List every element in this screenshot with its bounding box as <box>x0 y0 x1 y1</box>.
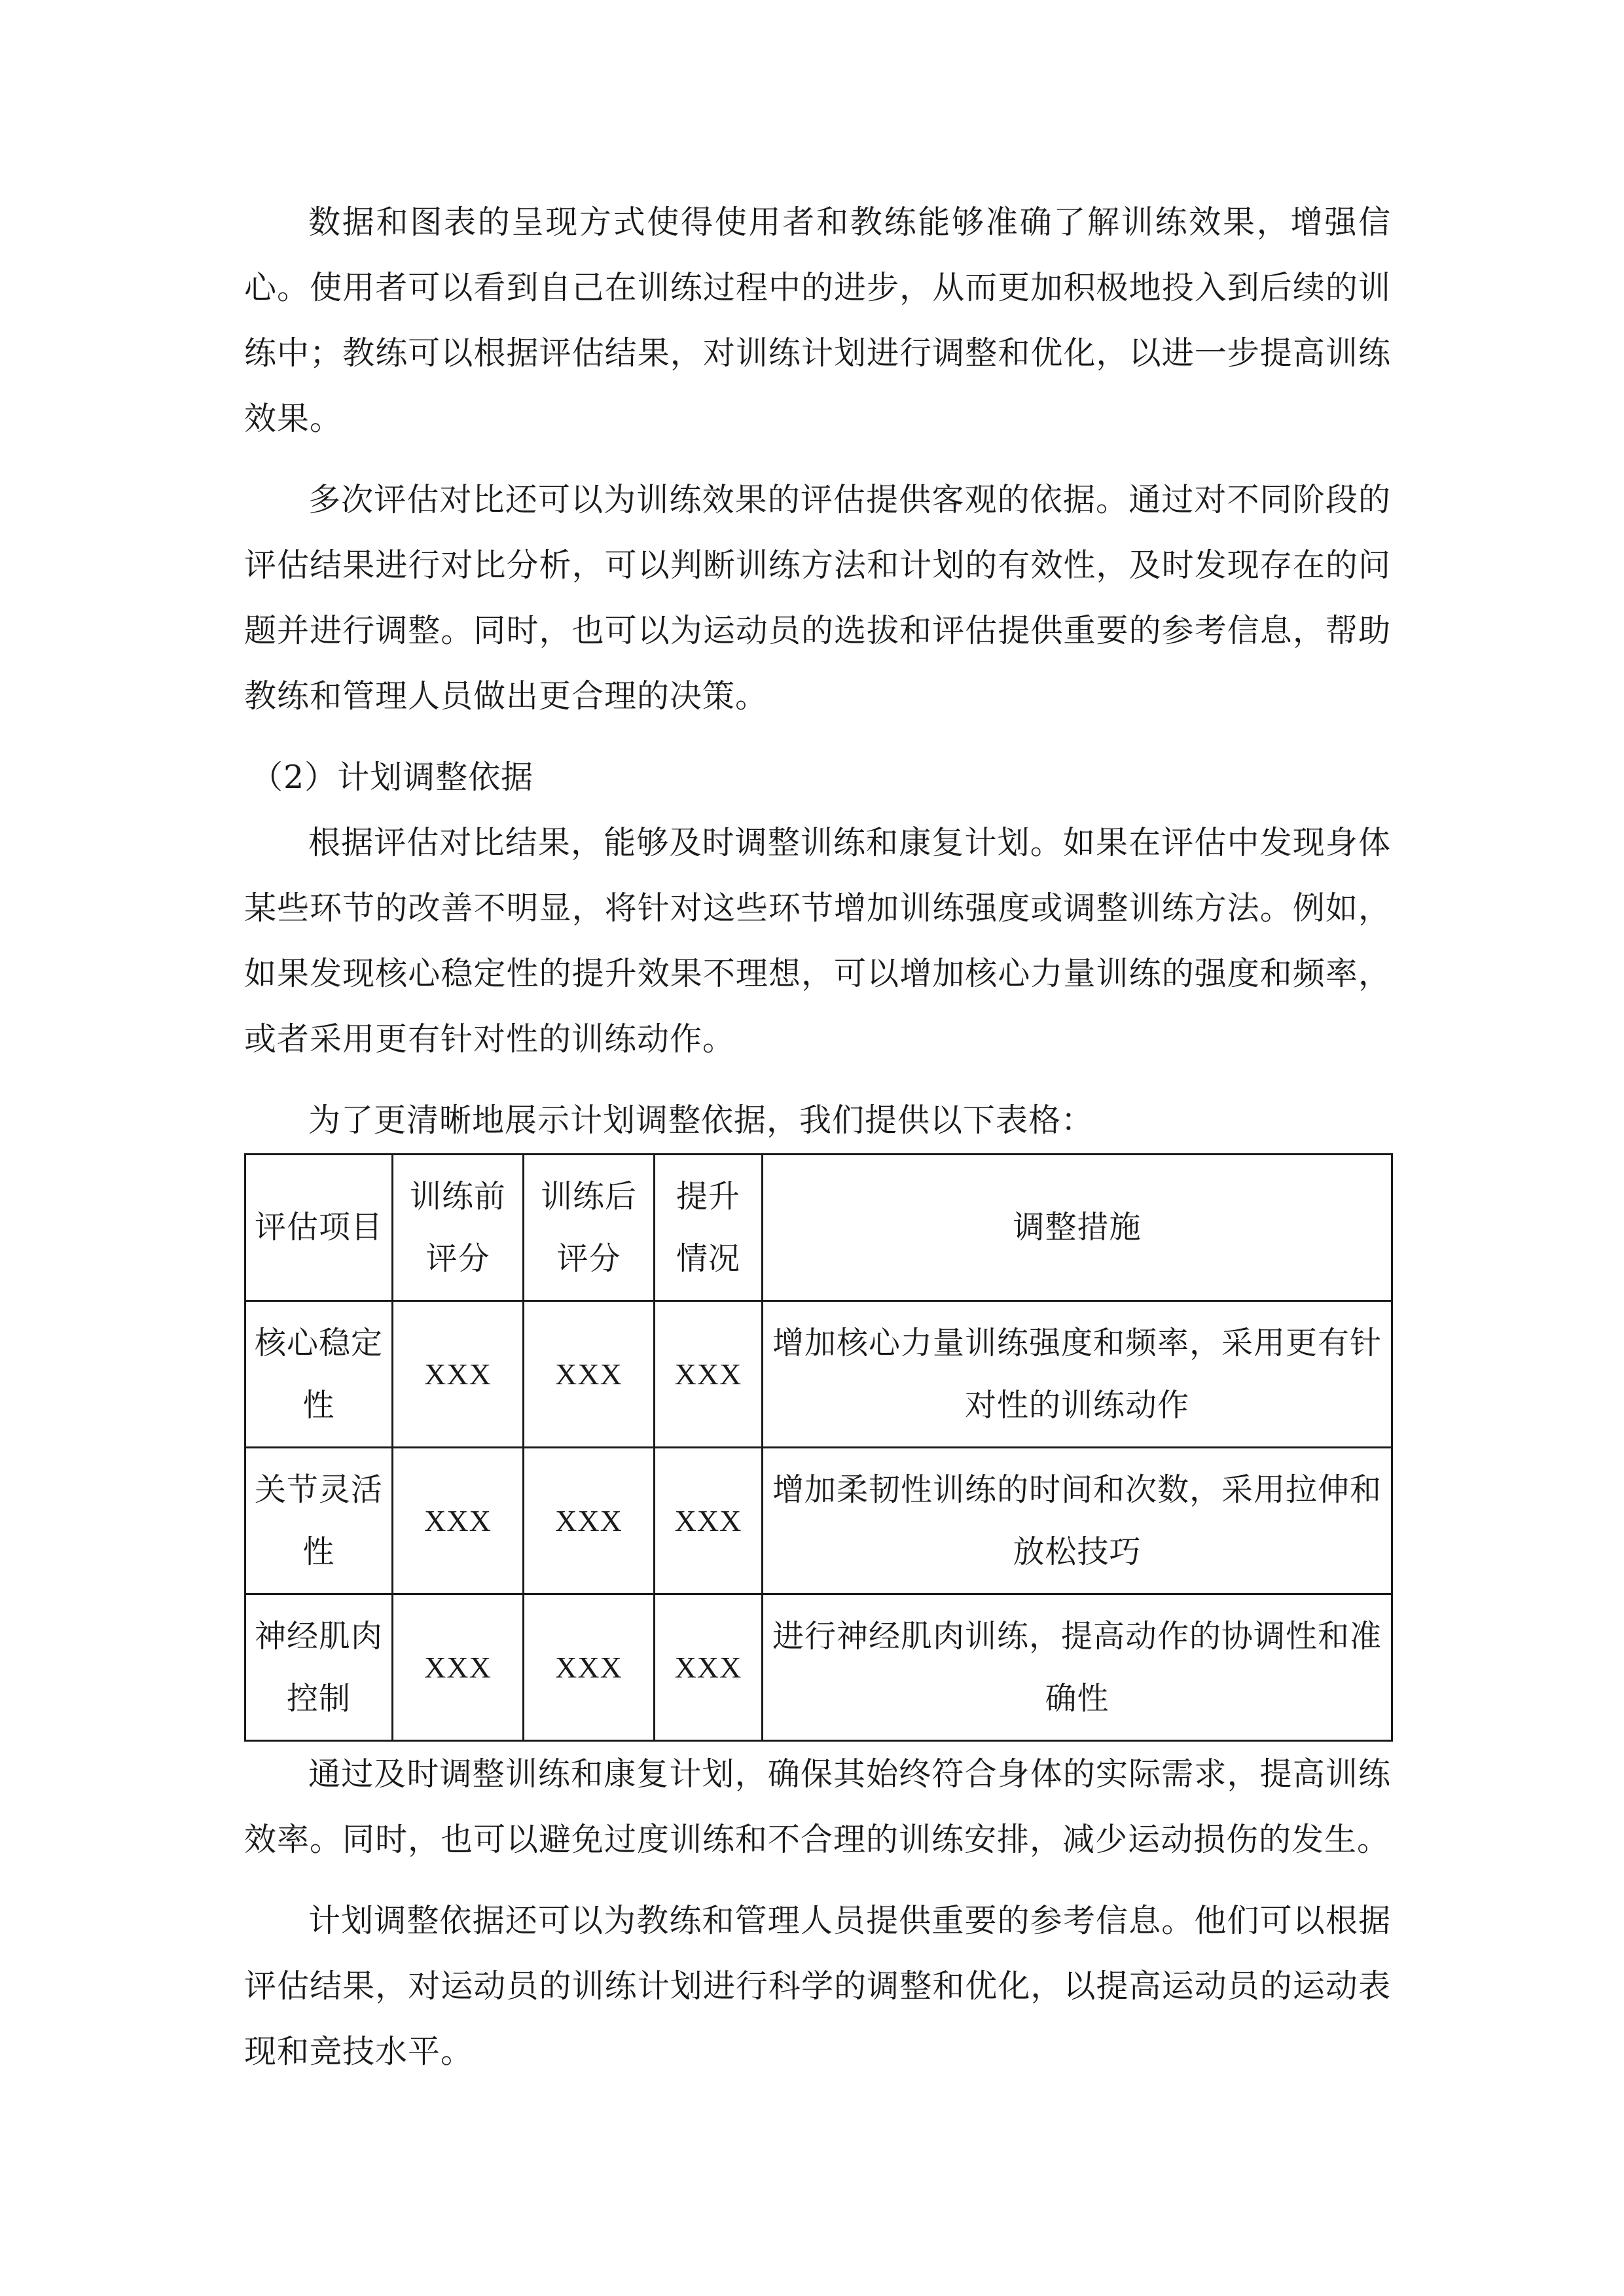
body-paragraph: 计划调整依据还可以为教练和管理人员提供重要的参考信息。他们可以根据评估结果，对运动员的训练计划进行科学的调整和优化，以提高运动员的运动表现和竞技水平。 <box>244 1902 1391 2070</box>
table-cell: 增加柔韧性训练的时间和次数，采用拉伸和放松技巧 <box>763 1448 1392 1594</box>
table-header-cell: 提升情况 <box>655 1155 763 1301</box>
table-cell: XXX <box>393 1594 524 1741</box>
body-paragraph: 数据和图表的呈现方式使得使用者和教练能够准确了解训练效果，增强信心。使用者可以看到自己在训练过程中的进步，从而更加积极地投入到后续的训练中；教练可以根据评估结果，对训练计划进行调整和优化，以进一步提高训练效果。 <box>244 204 1391 437</box>
table-header-cell: 训练前评分 <box>393 1155 524 1301</box>
table-header-cell: 训练后评分 <box>524 1155 655 1301</box>
table-cell: 进行神经肌肉训练，提高动作的协调性和准确性 <box>763 1594 1392 1741</box>
table-cell: XXX <box>524 1301 655 1448</box>
table-row <box>245 1594 1392 1741</box>
table-row <box>245 1301 1392 1448</box>
table-cell: XXX <box>655 1301 763 1448</box>
table-header-cell: 评估项目 <box>245 1155 393 1301</box>
body-paragraph: 通过及时调整训练和康复计划，确保其始终符合身体的实际需求，提高训练效率。同时，也可以避免过度训练和不合理的训练安排，减少运动损伤的发生。 <box>244 1755 1391 1858</box>
table-header-row <box>245 1155 1392 1301</box>
table-cell: 核心稳定性 <box>245 1301 393 1448</box>
table-cell: 神经肌肉控制 <box>245 1594 393 1741</box>
paragraph-gap <box>244 452 1391 467</box>
table-cell: 关节灵活性 <box>245 1448 393 1594</box>
paragraph-gap <box>244 1873 1391 1888</box>
table-row <box>245 1448 1392 1594</box>
table-cell: XXX <box>655 1448 763 1594</box>
table-cell: XXX <box>655 1594 763 1741</box>
table-header-cell: 调整措施 <box>763 1155 1392 1301</box>
table-cell: XXX <box>524 1594 655 1741</box>
paragraph-gap <box>244 1072 1391 1088</box>
table-intro: 为了更清晰地展示计划调整依据，我们提供以下表格： <box>308 1102 1094 1139</box>
document-page <box>244 190 1391 2085</box>
table-cell: XXX <box>393 1448 524 1594</box>
body-paragraph: 多次评估对比还可以为训练效果的评估提供客观的依据。通过对不同阶段的评估结果进行对比分析，可以判断训练方法和计划的有效性，及时发现存在的问题并进行调整。同时，也可以为运动员的选拔和评估提供重要的参考信息，帮助教练和管理人员做出更合理的决策。 <box>244 481 1391 715</box>
table-cell: 增加核心力量训练强度和频率，采用更有针对性的训练动作 <box>763 1301 1392 1448</box>
body-paragraph: 根据评估对比结果，能够及时调整训练和康复计划。如果在评估中发现身体某些环节的改善不明显，将针对这些环节增加训练强度或调整训练方法。例如，如果发现核心稳定性的提升效果不理想，可以增加核心力量训练的强度和频率，或者采用更有针对性的训练动作。 <box>244 824 1391 1058</box>
table-cell: XXX <box>524 1448 655 1594</box>
section-heading: （2）计划调整依据 <box>251 759 534 796</box>
paragraph-gap <box>244 729 1391 745</box>
table-cell: XXX <box>393 1301 524 1448</box>
adjustment-table <box>244 1153 1393 1742</box>
